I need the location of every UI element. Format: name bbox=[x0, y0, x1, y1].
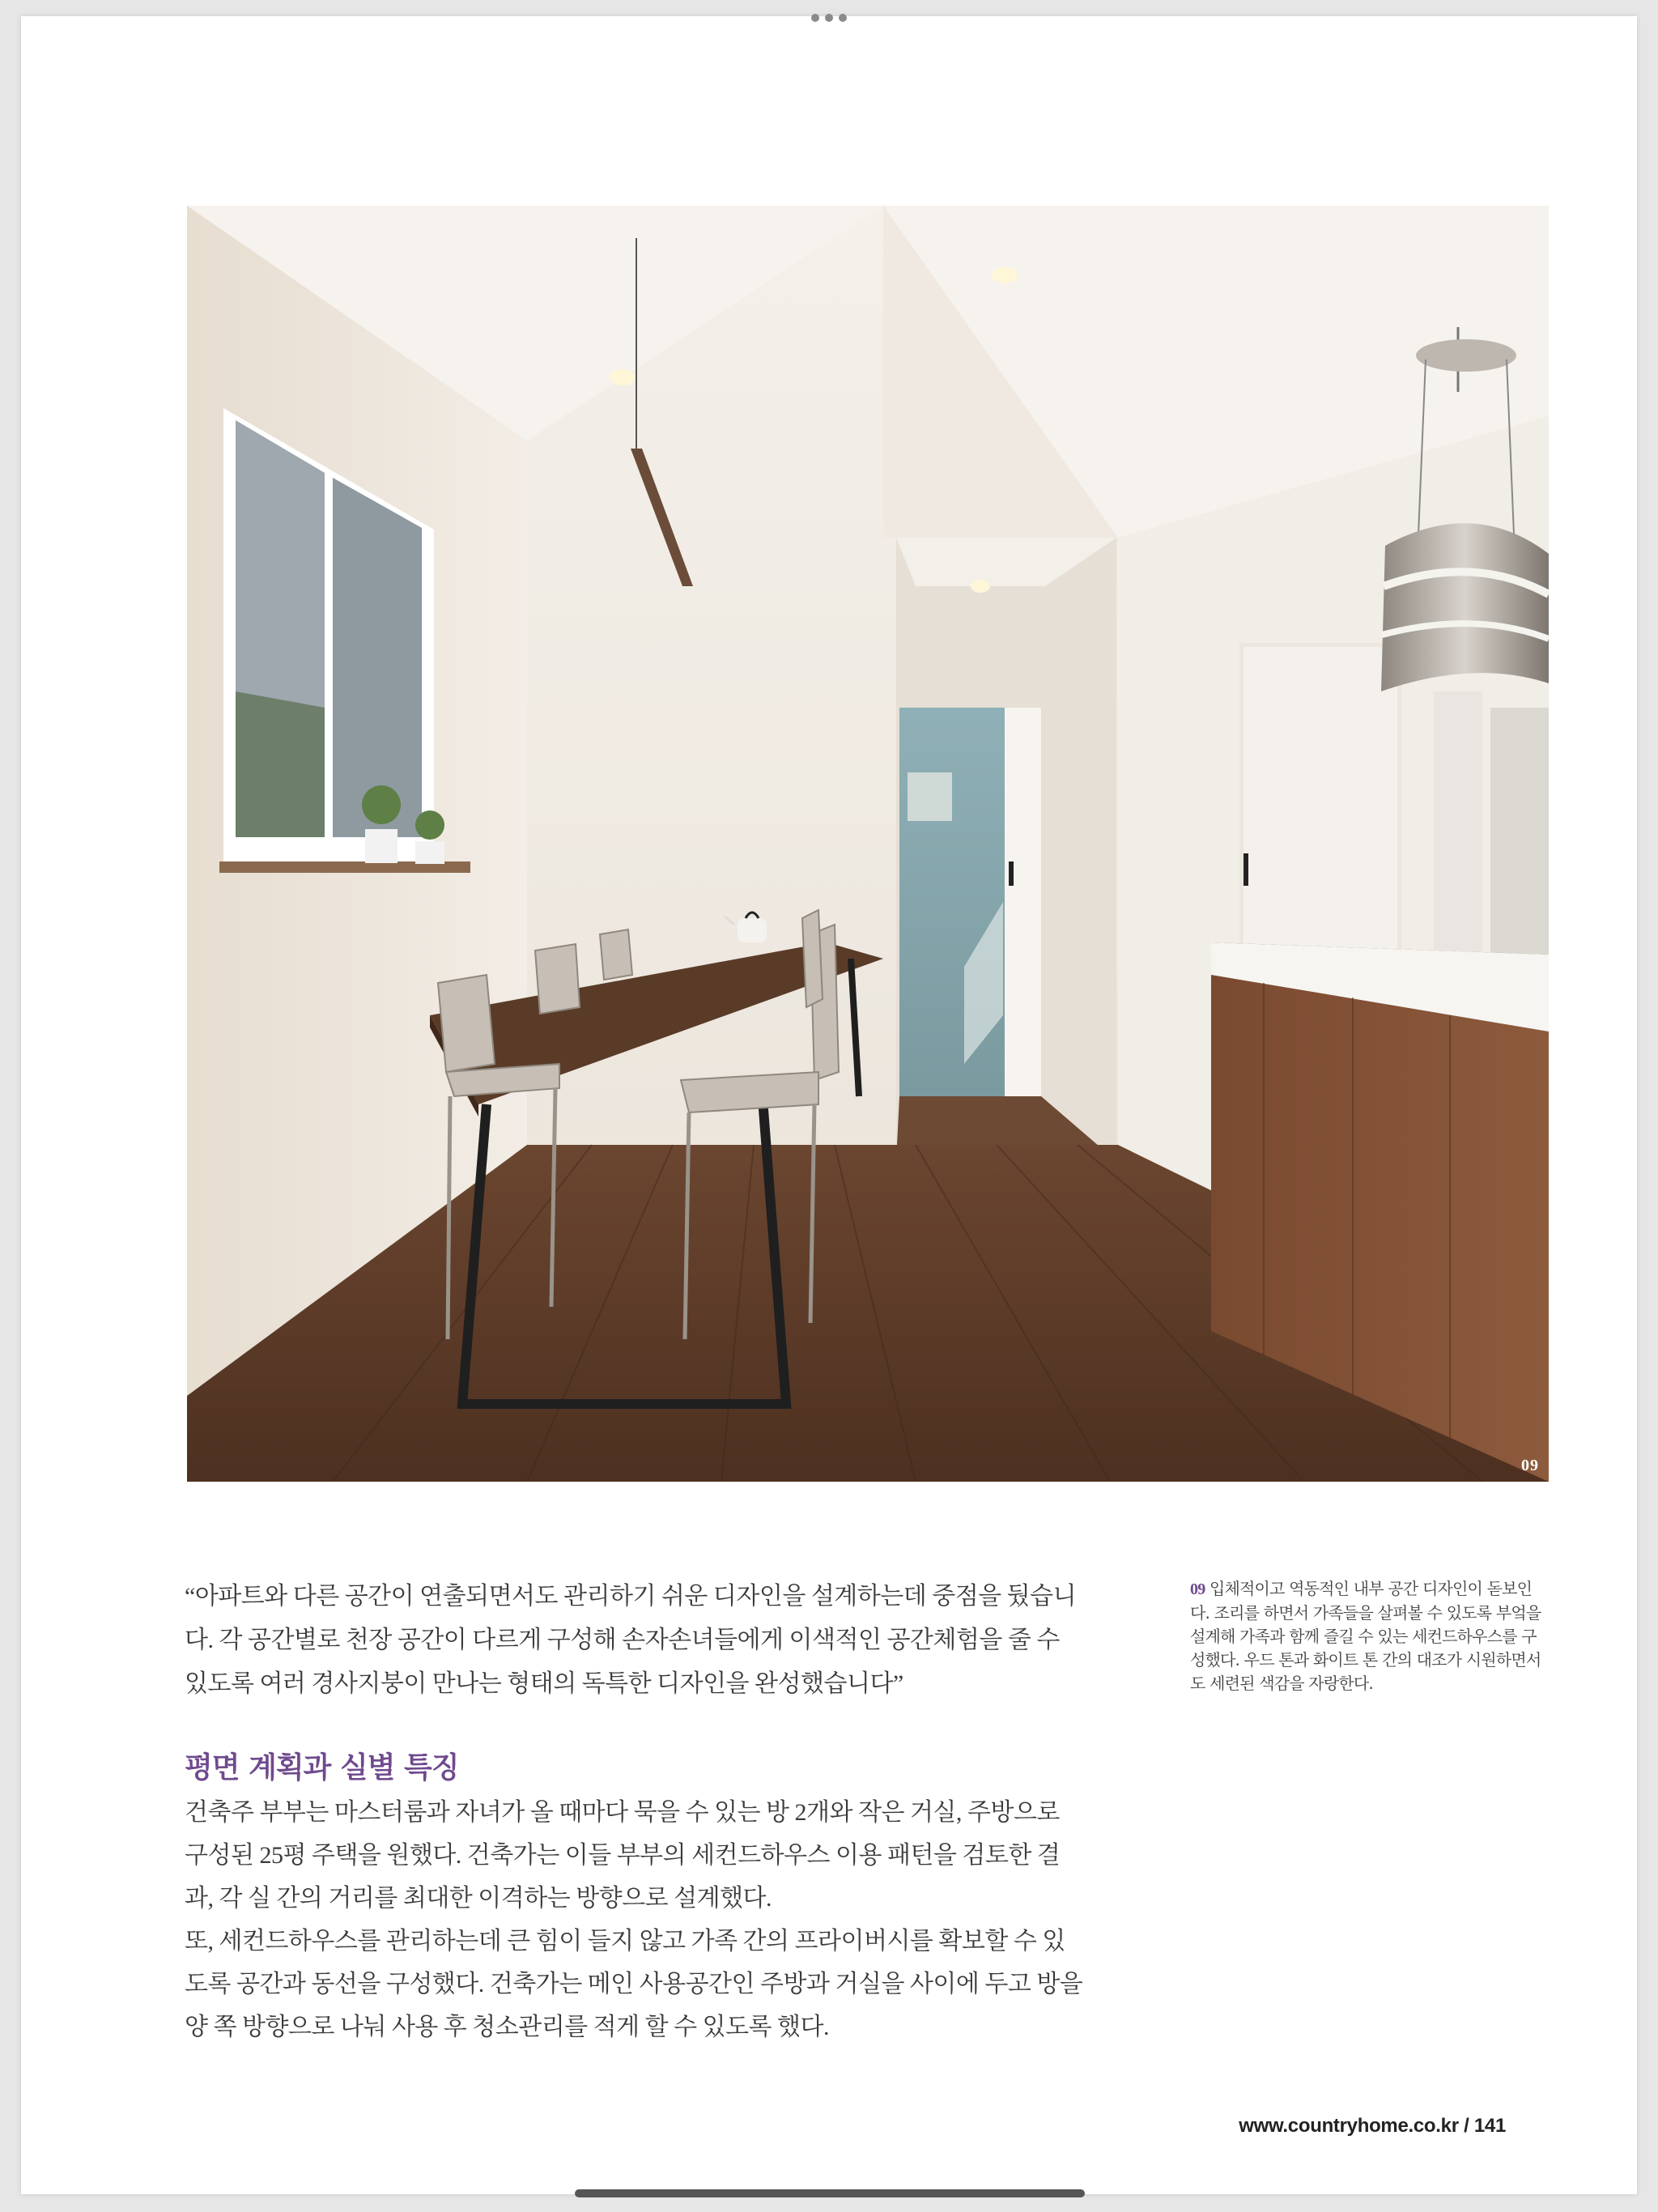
more-options-icon[interactable] bbox=[811, 13, 847, 23]
caption-number: 09 bbox=[1190, 1580, 1205, 1598]
dining-kitchen-illustration bbox=[187, 206, 1549, 1482]
interior-photo bbox=[187, 206, 1549, 1482]
photo-caption bbox=[1190, 1577, 1550, 1695]
magazine-page bbox=[21, 16, 1637, 2194]
section-heading: 평면 계획과 실별 특징 bbox=[185, 1751, 459, 1784]
page-footer[interactable]: www.countryhome.co.kr / 141 bbox=[1239, 2115, 1506, 2137]
body-paragraph-2: 또, 세컨드하우스를 관리하는데 큰 힘이 들지 않고 가족 간의 프라이버시를 확보할 수 있도록 공간과 동선을 구성했다. 건축가는 메인 사용공간인 주방과 거실을 사이에 두고 방을 양 쪽 방향으로 나눠 사용 후 청소관리를 적게 할 수 있도록 했다. bbox=[185, 1928, 1083, 2040]
body-paragraph-1: 건축주 부부는 마스터룸과 자녀가 올 때마다 묵을 수 있는 방 2개와 작은 거실, 주방으로 구성된 25평 주택을 원했다. 건축가는 이들 부부의 세컨드하우스 이용 패턴을 검토한 결과, 각 실 간의 거리를 최대한 이격하는 방향으로 설계했다. bbox=[185, 1799, 1061, 1912]
quote-paragraph: “아파트와 다른 공간이 연출되면서도 관리하기 쉬운 디자인을 설계하는데 중점을 뒀습니다. 각 공간별로 천장 공간이 다르게 구성해 손자손녀들에게 이색적인 공간체험을 줄 수 있도록 여러 경사지붕이 만나는 형태의 독특한 디자인을 완성했습니다” bbox=[185, 1583, 1077, 1697]
home-indicator[interactable] bbox=[575, 2189, 1085, 2197]
body-text bbox=[185, 1791, 1085, 2048]
caption-text: 입체적이고 역동적인 내부 공간 디자인이 돋보인다. 조리를 하면서 가족들을 살펴볼 수 있도록 부엌을 설계해 가족과 함께 즐길 수 있는 세컨드하우스를 구성했다. 우드 톤과 화이트 톤 간의 대조가 시원하면서도 세련된 색감을 자랑한다. bbox=[1190, 1579, 1541, 1693]
photo-number-label: 09 bbox=[1521, 1457, 1539, 1474]
